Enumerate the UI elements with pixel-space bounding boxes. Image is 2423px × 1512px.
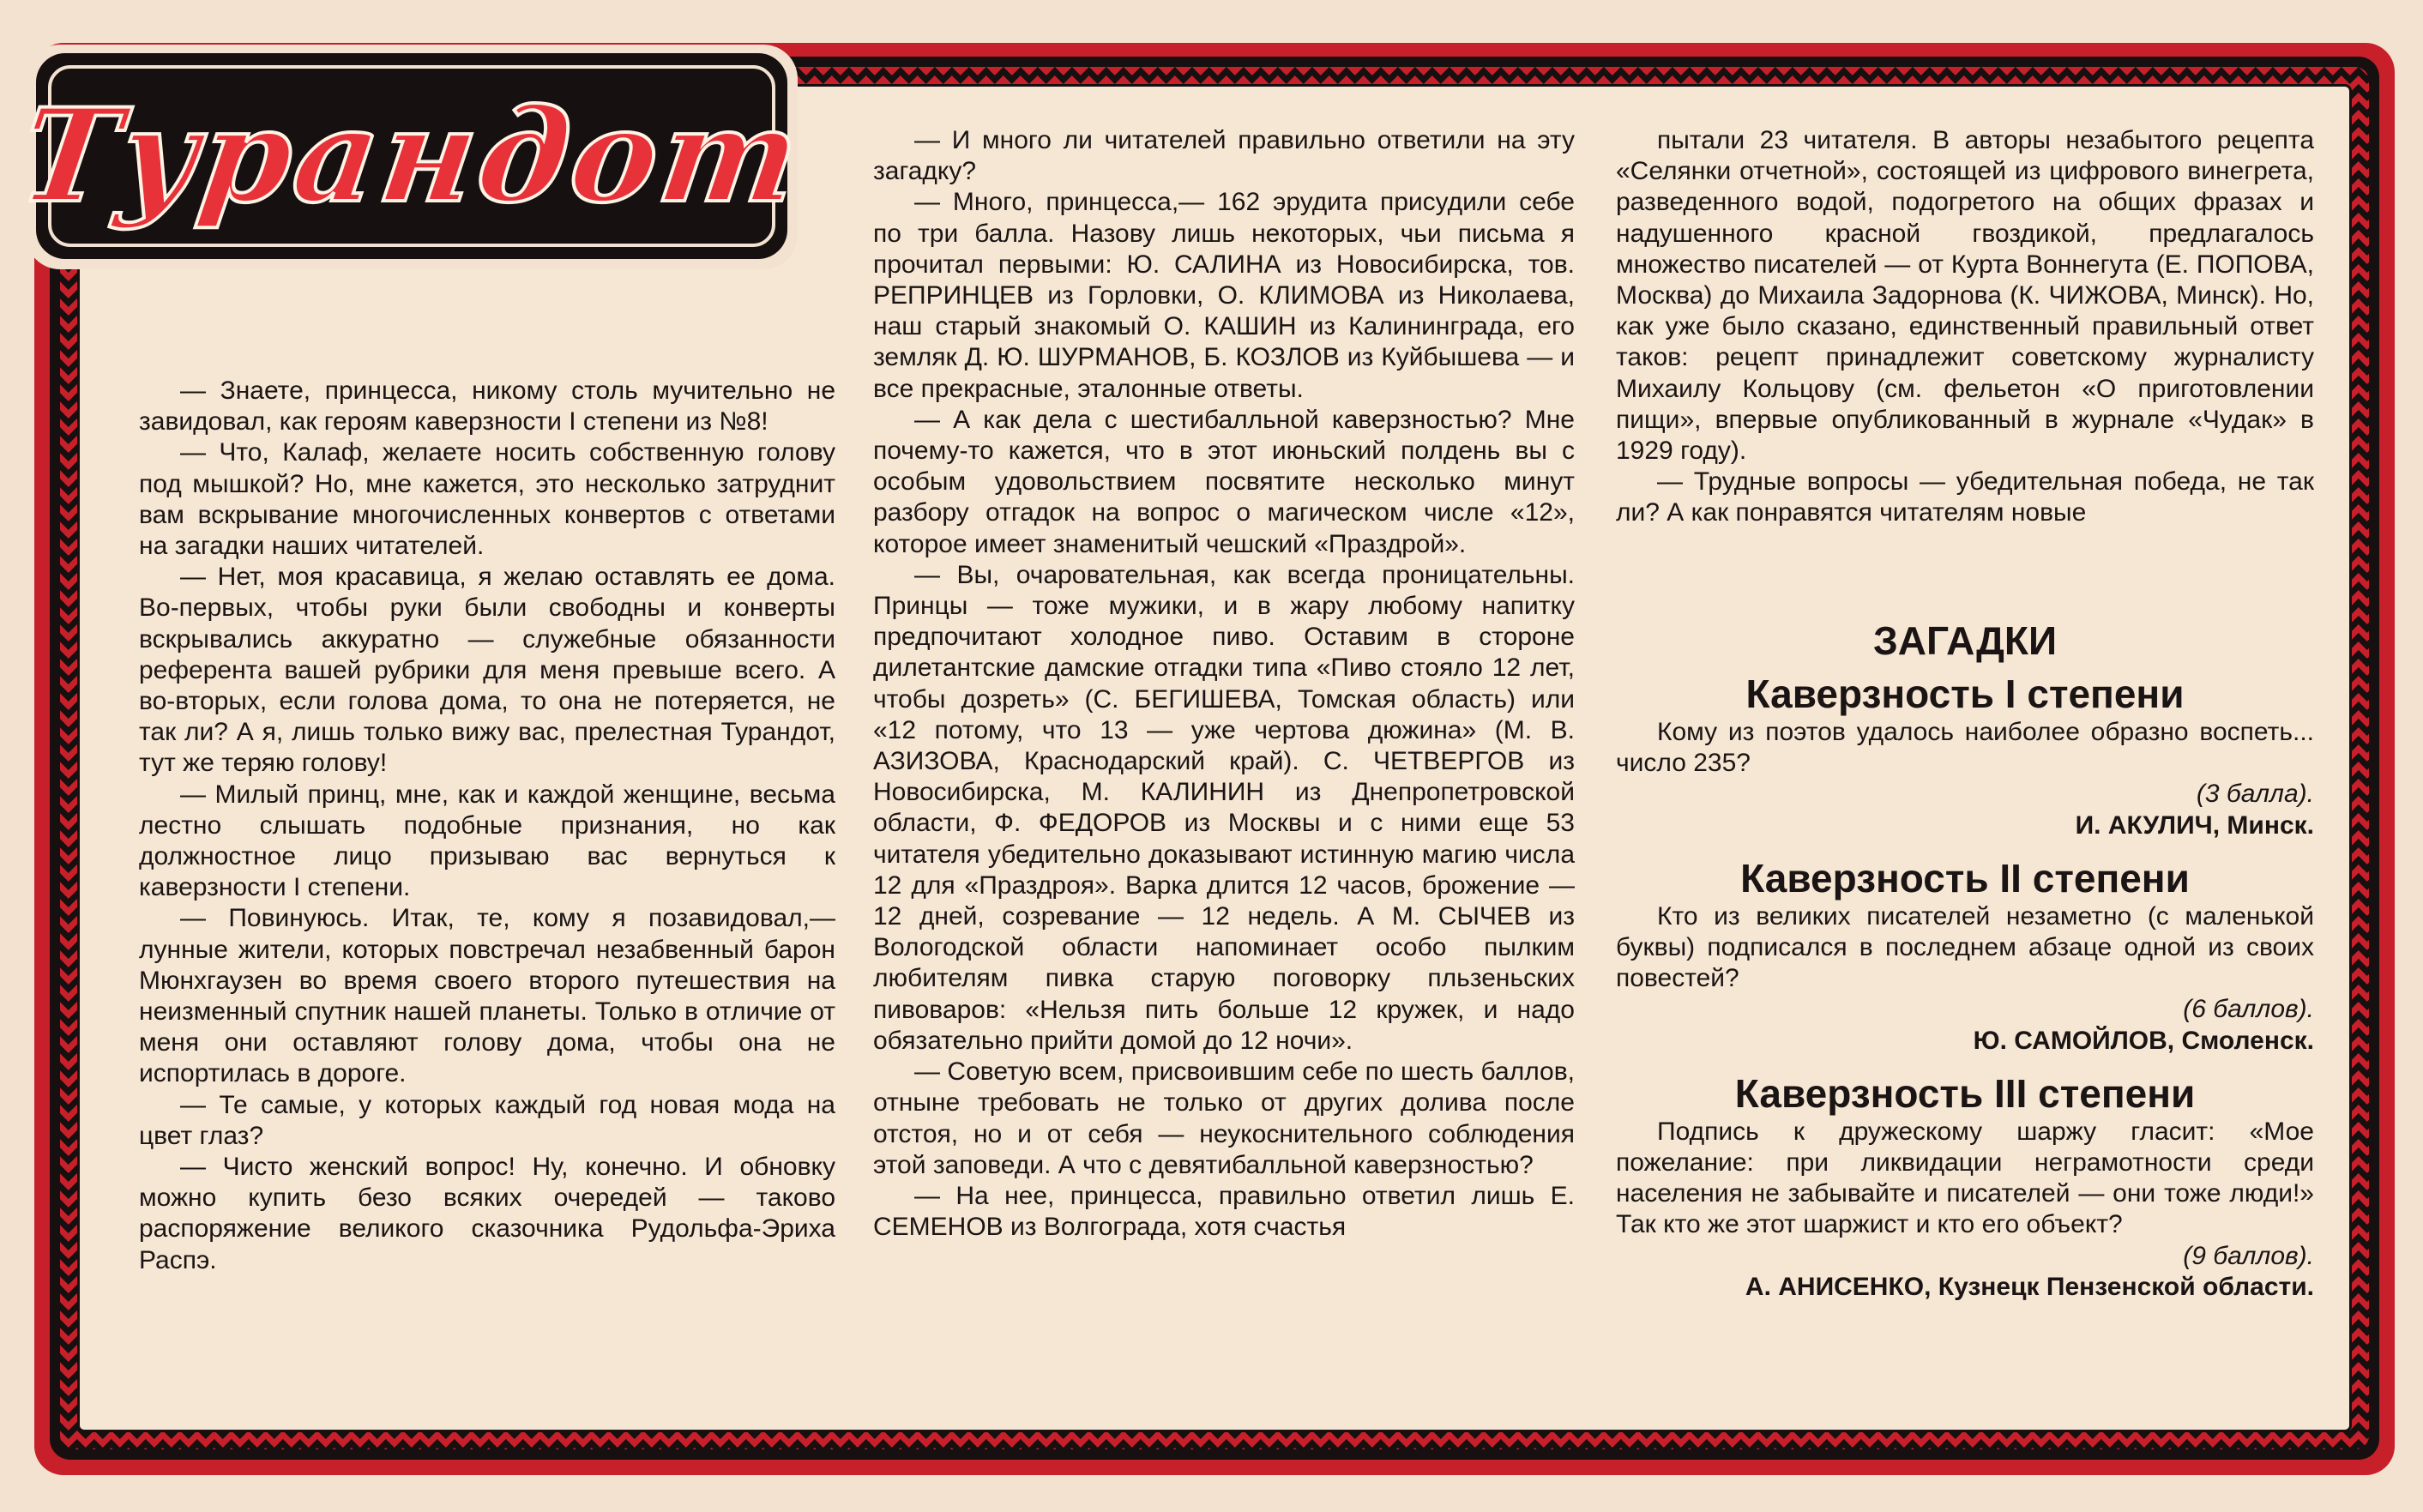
paragraph: — А как дела с шестибалльной каверзностью? Мне почему-то кажется, что в этот июньский полдень вы с особым удовольствием посвятите несколько минут разбору отгадок на вопрос о магическом числе «12», которое имеет знаменитый чешский «Праздрой». — [873, 405, 1575, 558]
paragraph: — Нет, моя красавица, я желаю оставлять ее дома. Во-первых, чтобы руки были свободны и конверты вскрывались аккуратно — служебные обязанности референта вашей рубрики для меня превыше всего. А во-вторых, если голова дома, то она не потеряется, не так ли? А я, лишь только вижу вас, прелестная Турандот, тут же теряю голову! — [139, 563, 835, 778]
paragraph: — Те самые, у которых каждый год новая мода на цвет глаз? — [139, 1090, 835, 1150]
paragraph: — Чисто женский вопрос! Ну, конечно. И обновку можно купить безо всяких очередей — таково распоряжение великого сказочника Рудольфа-Эриха Распэ. — [139, 1153, 835, 1274]
riddle-author: Ю. САМОЙЛОВ, Смоленск. — [1973, 1026, 2314, 1055]
paragraph: — Что, Калаф, желаете носить собственную голову под мышкой? Но, мне кажется, это несколько затруднит вам вскрывание многочисленных конвертов с ответами на загадки наших читателей. — [139, 438, 835, 561]
riddle-title: Каверзность II степени — [1740, 855, 2190, 901]
riddle-title: Каверзность I степени — [1745, 672, 2185, 716]
paragraph: — Повинуюсь. Итак, те, кому я позавидовал,— лунные жители, которых повстречал незабвенный барон Мюнхгаузен во время своего второго путешествия на неизменный спутник нашей планеты. Только в отличие от меня они оставляют голову дома, чтобы она не испортилась в дороге. — [139, 904, 835, 1088]
paragraph: — Много, принцесса,— 162 эрудита присудили себе по три балла. Назову лишь некоторых, чьи письма я прочитал первыми: Ю. САЛИНА из Новосибирска, тов. РЕПРИНЦЕВ из Горловки, О. КЛИМОВА из Николаева, наш старый знакомый О. КАШИН из Калининграда, его земляк Д. Ю. ШУРМАНОВ, Б. КОЗЛОВ из Куйбышева — и все прекрасные, эталонные ответы. — [873, 188, 1575, 403]
riddle-points: (6 баллов). — [2183, 995, 2314, 1024]
riddles-heading: ЗАГАДКИ — [1872, 618, 2058, 663]
riddle-question: Кто из великих писателей незаметно (с маленькой буквы) подписался в последнем абзаце одной из своих повестей? — [1616, 901, 2314, 993]
riddle-author: А. АНИСЕНКО, Кузнецк Пензенской области. — [1745, 1272, 2314, 1301]
riddle-question: Подпись к дружескому шаржу гласит: «Мое пожелание: при ликвидации неграмотности среди населения не забывайте и писателей — они тоже люди!» Так кто же этот шаржист и кто его объект? — [1616, 1117, 2314, 1239]
paragraph: — Вы, очаровательная, как всегда проницательны. Принцы — тоже мужики, и в жару любому напитку предпочитают холодное пиво. Оставим в стороне дилетантские дамские отгадки типа «Пиво стояло 12 лет, чтобы дозреть» (С. БЕГИШЕВА, Томская область) или «12 потому, что 13 — уже чертова дюжина» (М. В. АЗИЗОВА, Краснодарский край). С. ЧЕТВЕРГОВ из Новосибирска, М. КАЛИНИН из Днепропетровской области, Ф. ФЕДОРОВ из Москвы и с ними еще 53 читателя убедительно доказывают истинную магию числа 12 для «Праздроя». Варка длится 12 часов, брожение — 12 дней, созревание — 12 недель. А М. СЫЧЕВ из Вологодской области напоминает особо пылким любителям пивка старую поговорку пльзеньских пивоваров: «Нельзя пить больше 12 кружек, и надо обязательно прийти домой до 12 ночи». — [873, 560, 1575, 1055]
text-column-1 — [139, 376, 835, 1276]
riddle-points: (3 балла). — [2196, 780, 2314, 809]
riddle-question: Кому из поэтов удалось наиболее образно воспеть... число 235? — [1616, 718, 2314, 778]
riddles-section — [1616, 617, 2314, 1316]
paragraph: — Милый принц, мне, как и каждой женщине, весьма лестно слышать подобные признания, но как должностное лицо призываю вас вернуться к каверзности I степени. — [139, 780, 835, 902]
riddle-title: Каверзность III степени — [1734, 1070, 2196, 1116]
paragraph: — Советую всем, присвоившим себе по шесть баллов, отныне требовать не только от других долива после отстоя, но и от себя — неукоснительного соблюдения этой заповеди. А что с девятибалльной каверзностью? — [873, 1057, 1575, 1179]
paragraph: — На нее, принцесса, правильно ответил лишь Е. СЕМЕНОВ из Волгограда, хотя счастья — [873, 1181, 1575, 1242]
paragraph: пытали 23 читателя. В авторы незабытого рецепта «Селянки отчетной», состоящей из цифрового винегрета, разведенного водой, подогретого на общих фразах и надушенного красной гвоздикой, предлагалось множество писателей — от Курта Воннегута (Е. ПОПОВА, Москва) до Михаила Задорнова (К. ЧИЖОВА, Минск). Но, как уже было сказано, единственный правильный ответ таков: рецепт принадлежит советскому журналисту Михаилу Кольцову (см. фельетон «О приготовлении пищи», впервые опубликованный в журнале «Чудак» в 1929 году). — [1616, 126, 2314, 466]
text-column-3 — [1616, 125, 2314, 529]
riddle-points: (9 баллов). — [2183, 1241, 2314, 1270]
riddle-author: И. АКУЛИЧ, Минск. — [2075, 810, 2314, 840]
paragraph: — Трудные вопросы — убедительная победа, не так ли? А как понравятся читателям новые — [1616, 467, 2314, 527]
text-column-2 — [873, 125, 1575, 1243]
paragraph: — И много ли читателей правильно ответили на эту загадку? — [873, 126, 1575, 186]
page-title: Турандот — [11, 81, 812, 232]
paragraph: — Знаете, принцесса, никому столь мучительно не завидовал, как героям каверзности I степени из №8! — [139, 376, 835, 437]
title-plate-inner — [11, 65, 812, 247]
